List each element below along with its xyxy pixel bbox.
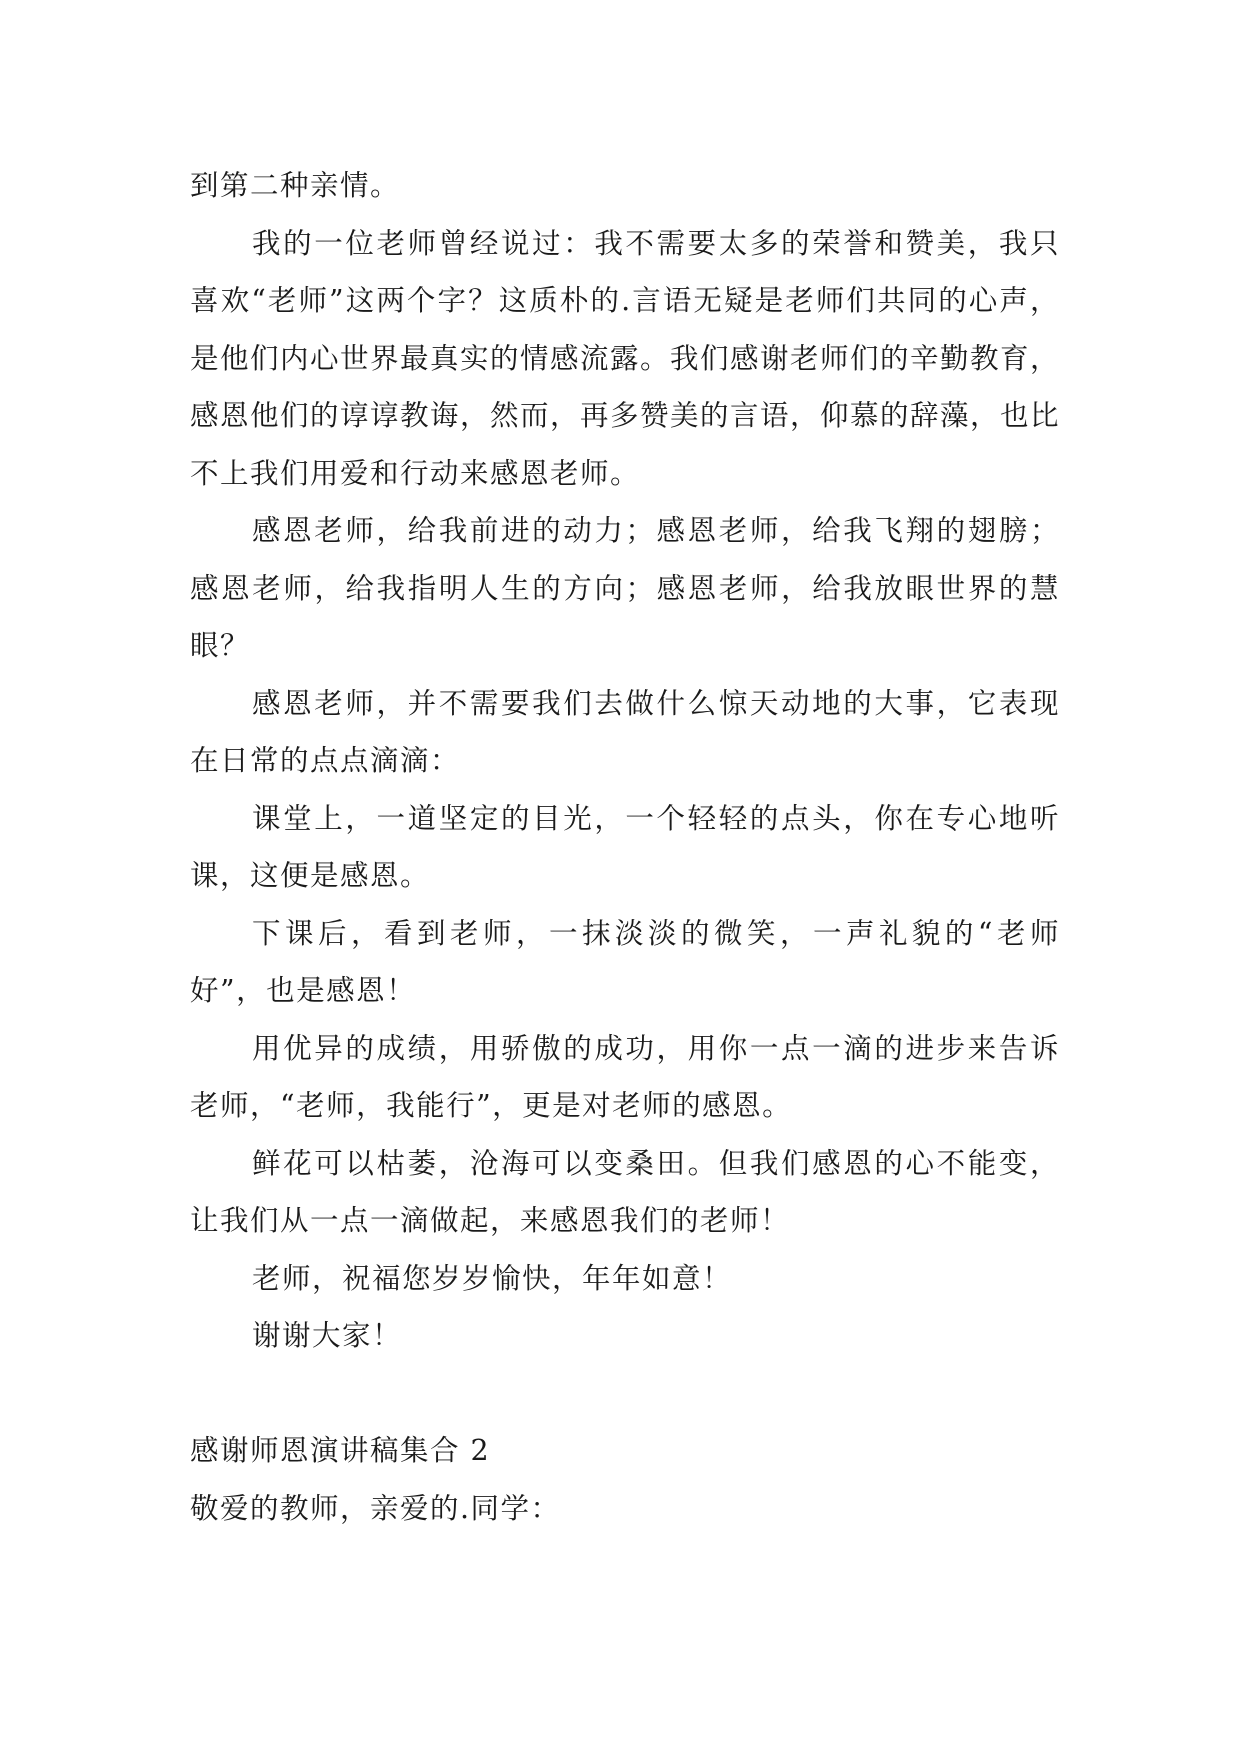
section-spacer — [190, 1365, 1060, 1423]
paragraph: 下课后，看到老师，一抹淡淡的微笑，一声礼貌的“老师好”，也是感恩！ — [190, 916, 1060, 1007]
section-title: 感谢师恩演讲稿集合 2 — [190, 1434, 491, 1467]
document-body — [190, 157, 1060, 1537]
paragraph: 老师，祝福您岁岁愉快，年年如意！ — [252, 1261, 733, 1295]
paragraph: 谢谢大家！ — [252, 1319, 403, 1352]
paragraph: 鲜花可以枯萎，沧海可以变桑田。但我们感恩的心不能变，让我们从一点一滴做起，来感恩我们的老师！ — [190, 1146, 1060, 1237]
paragraph: 我的一位老师曾经说过：我不需要太多的荣誉和赞美，我只喜欢“老师”这两个字？这质朴的.言语无疑是老师们共同的心声，是他们内心世界最真实的情感流露。我们感谢老师们的辛勤教育，感恩他们的谆谆教诲，然而，再多赞美的言语，仰慕的辞藻，也比不上我们用爱和行动来感恩老师。 — [190, 226, 1061, 490]
paragraph-continuation: 到第二种亲情。 — [190, 169, 401, 202]
paragraph: 用优异的成绩，用骄傲的成功，用你一点一滴的进步来告诉老师，“老师，我能行”，更是对老师的感恩。 — [190, 1031, 1060, 1122]
paragraph: 感恩老师，给我前进的动力；感恩老师，给我飞翔的翅膀；感恩老师，给我指明人生的方向；感恩老师，给我放眼世界的慧眼？ — [190, 514, 1060, 662]
salutation: 敬爱的教师，亲爱的.同学： — [190, 1491, 561, 1525]
paragraph: 课堂上，一道坚定的目光，一个轻轻的点头，你在专心地听课，这便是感恩。 — [190, 801, 1060, 892]
paragraph: 感恩老师，并不需要我们去做什么惊天动地的大事，它表现在日常的点点滴滴： — [190, 686, 1060, 777]
